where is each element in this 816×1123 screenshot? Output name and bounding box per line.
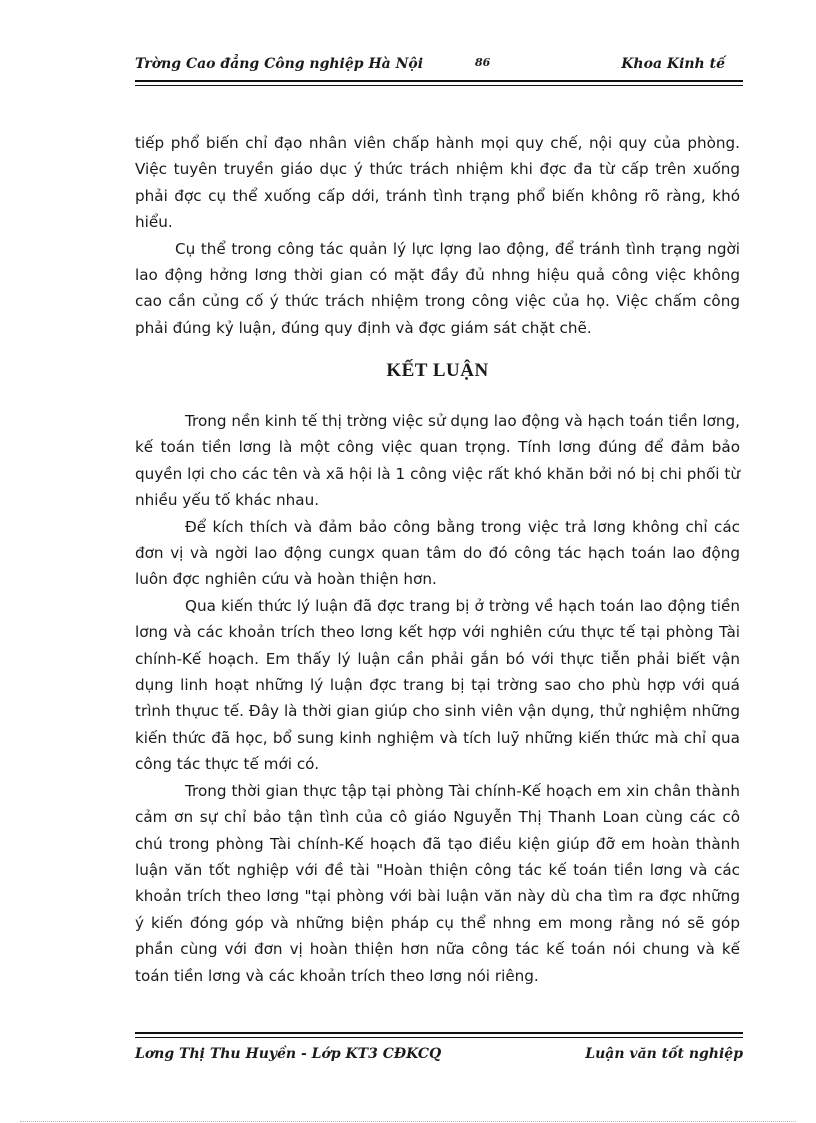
footer-rule [135, 1032, 743, 1038]
header-rule [135, 80, 743, 86]
conclusion-text [135, 408, 740, 989]
header-faculty: Khoa Kinh tế [621, 56, 725, 72]
page-header [135, 56, 725, 78]
section-title: KẾT LUẬN [386, 360, 489, 381]
footer-author: Lơng Thị Thu Huyền - Lớp KT3 CĐKCQ [135, 1046, 442, 1062]
conclusion-paragraph-3: Qua kiến thức lý luận đã đợc trang bị ở trờng về hạch toán lao động tiền lơng và các khoản trích theo lơng kết hợp với nghiên cứu thực tế tại phòng Tài chính-Kế hoạch. Em thấy lý luận cần phải gắn bó với thực tiễn phải biết vận dụng linh hoạt những lý luận đợc trang bị tại trờng sao cho phù hợp với quá trình thựuc tế. Đây là thời gian giúp cho sinh viên vận dụng, thử nghiệm những kiến thức đã học, bổ sung kinh nghiệm và tích luỹ những kiến thức mà chỉ qua công tác thực tế mới có. [135, 596, 740, 774]
page-edge-dotted-line [20, 1121, 796, 1122]
footer-doc-type: Luận văn tốt nghiệp [585, 1046, 743, 1062]
intro-paragraph-1: tiếp phổ biến chỉ đạo nhân viên chấp hành mọi quy chế, nội quy của phòng. Việc tuyên truyền giáo dục ý thức trách nhiệm khi đợc đa từ cấp trên xuống phải đợc cụ thể xuống cấp dới, tránh tình trạng phổ biến không rõ ràng, khó hiểu. [135, 134, 740, 232]
conclusion-paragraph-4: Trong thời gian thực tập tại phòng Tài chính-Kế hoạch em xin chân thành cảm ơn sự chỉ bảo tận tình của cô giáo Nguyễn Thị Thanh Loan cùng các cô chú trong phòng Tài chính-Kế hoạch đã tạo điều kiện giúp đỡ em hoàn thành luận văn tốt nghiệp với đề tài "Hoàn thiện công tác kế toán tiền lơng và các khoản trích theo lơng "tại phòng với bài luận văn này dù cha tìm ra đợc những ý kiến đóng góp và những biện pháp cụ thể nhng em mong rằng nó sẽ góp phần cùng với đơn vị hoàn thiện hơn nữa công tác kế toán nói chung và kế toán tiền lơng và các khoản trích theo lơng nói riêng. [135, 781, 740, 985]
intro-text [135, 130, 740, 341]
conclusion-paragraph-2: Để kích thích và đảm bảo công bằng trong việc trả lơng không chỉ các đơn vị và ngời lao động cungx quan tâm do đó công tác hạch toán lao động luôn đợc nghiên cứu và hoàn thiện hơn. [135, 517, 740, 589]
intro-paragraph-2: Cụ thể trong công tác quản lý lực lợng lao động, để tránh tình trạng ngời lao động hởng lơng thời gian có mặt đầy đủ nhng hiệu quả công việc không cao cần củng cố ý thức trách nhiệm trong công việc của họ. Việc chấm công phải đúng kỷ luận, đúng quy định và đợc giám sát chặt chẽ. [135, 239, 740, 337]
conclusion-paragraph-1: Trong nền kinh tế thị trờng việc sử dụng lao động và hạch toán tiền lơng, kế toán tiền lơng là một công việc quan trọng. Tính lơng đúng để đảm bảo quyền lợi cho các tên và xã hội là 1 công việc rất khó khăn bởi nó bị chi phối từ nhiều yếu tố khác nhau. [135, 412, 740, 510]
header-school: Trờng Cao đẳng Công nghiệp Hà Nội [135, 56, 424, 72]
page-footer [135, 1046, 743, 1068]
page-number: 86 [475, 56, 491, 69]
